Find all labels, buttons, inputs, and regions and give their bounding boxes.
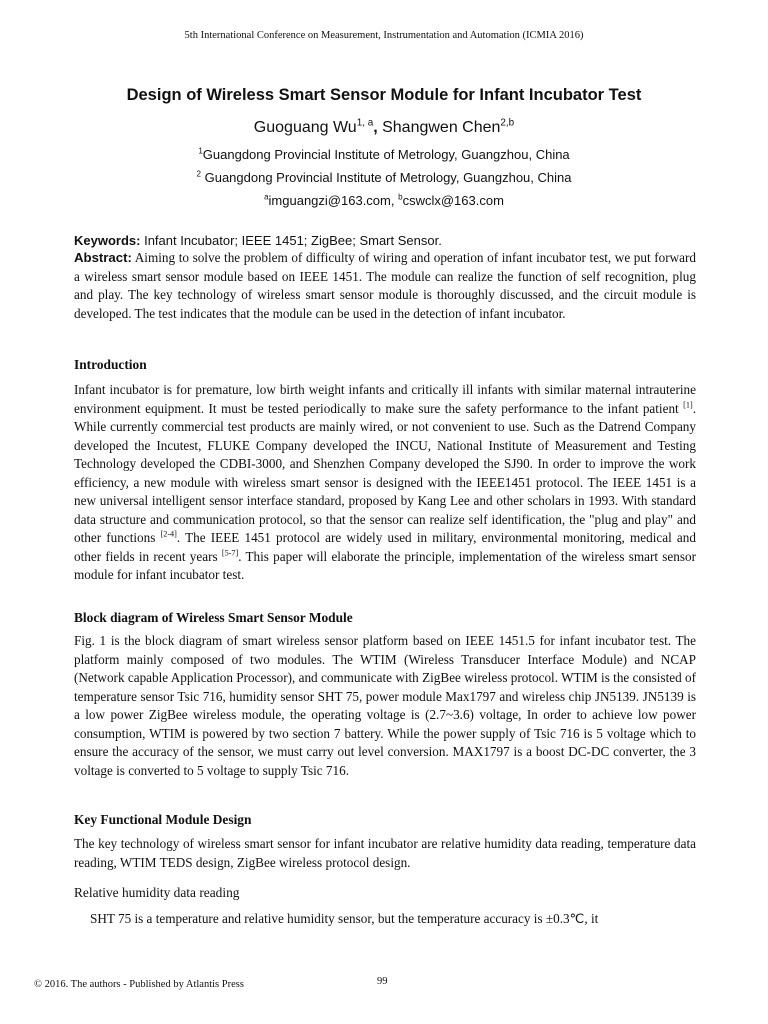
conference-header: 5th International Conference on Measurement, Instrumentation and Automation (ICMIA 2016) [184, 30, 584, 41]
footer-copyright: © 2016. The authors - Published by Atlantis Press [34, 979, 244, 990]
intro-text: . While currently commercial test products are mainly wired, or not convenient to use. Such as the Datrend Company developed the Incutest, FLUKE Company developed the INCU, National Institute of Measurement and Testing Technology developed the CDBI-3000, and Shenzhen Company developed the SJ90. In order to improve the work efficiency, a new module with wireless smart sensor is designed with the IEEE1451 protocol. The IEEE 1451 is a new universal intelligent sensor interface standard, proposed by Kang Lee and other scholars in 1993. With standard data structure and communication protocol, so that the sensor can realize self identification, the "plug and play" and other functions [74, 400, 696, 545]
email-text: cswclx@163.com [402, 193, 504, 208]
abstract [74, 249, 696, 323]
section-heading-block-diagram: Block diagram of Wireless Smart Sensor Module [74, 610, 353, 625]
email-mark: a [264, 192, 269, 202]
block-diagram-paragraph: Fig. 1 is the block diagram of smart wireless sensor platform based on IEEE 1451.5 for infant incubator test. The platform mainly composed of two modules. The WTIM (Wireless Transducer Interface Module) and NCAP (Network capable Application Processor), and communicate with ZigBee wireless protocol. WTIM is the consisted of temperature sensor Tsic 716, humidity sensor SHT 75, power module Max1797 and wireless chip JN5139. JN5139 is a low power ZigBee wireless module, the operating voltage is (2.7~3.6) voltage, In order to achieve low power consumption, WTIM is powered by two section 7 battery. While the power supply of Tsic 716 is 5 voltage which to ensure the accuracy of the sensor, we must carry out level conversion. MAX1797 is a boost DC-DC converter, the 3 voltage is converted to 5 voltage to supply Tsic 716. [74, 633, 696, 778]
author-affiliation-mark: 1, a [356, 117, 374, 129]
abstract-label: Abstract: [74, 250, 132, 265]
introduction-paragraph [74, 381, 696, 585]
author-affiliation-mark: 2,b [500, 117, 515, 129]
affiliation-text: Guangdong Provincial Institute of Metrology, Guangzhou, China [202, 147, 570, 162]
section-heading-introduction: Introduction [74, 357, 147, 372]
section-heading-key-module: Key Functional Module Design [74, 812, 252, 827]
citation: [1] [683, 400, 693, 410]
author-name: Guoguang Wu [253, 119, 357, 136]
affiliation-mark: 2 [196, 169, 201, 179]
citation: [5-7] [221, 548, 239, 558]
keywords-text: Infant Incubator; IEEE 1451; ZigBee; Smart Sensor. [140, 233, 442, 248]
email-mark: b [398, 192, 403, 202]
author-name: Shangwen Chen [382, 119, 501, 136]
key-module-paragraph: The key technology of wireless smart sensor for infant incubator are relative humidity data reading, temperature data reading, WTIM TEDS design, ZigBee wireless protocol design. [74, 836, 696, 870]
intro-text: Infant incubator is for premature, low birth weight infants and critically ill infants with similar maternal intrauterine environment equipment. It must be tested periodically to make sure the safety performance to the infant patient [74, 382, 696, 416]
author-separator: , [373, 119, 383, 136]
humidity-paragraph: SHT 75 is a temperature and relative humidity sensor, but the temperature accuracy is ±0.3℃, it [90, 911, 599, 926]
citation: [2-4] [160, 529, 177, 539]
abstract-text: Aiming to solve the problem of difficulty of wiring and operation of infant incubator test, we put forward a wireless smart sensor module based on IEEE 1451. The module can realize the function of self recognition, plug and play. The key technology of wireless smart sensor module is thoroughly discussed, and the circuit module is developed. The test indicates that the module can be used in the detection of infant incubator. [74, 250, 696, 321]
intro-text: . The IEEE 1451 protocol are widely used in military, environmental monitoring, medical and other fields in recent years [74, 530, 696, 564]
email-line [0, 193, 768, 208]
page-number: 99 [377, 976, 388, 987]
affiliation-text: Guangdong Provincial Institute of Metrology, Guangzhou, China [201, 170, 572, 185]
author-line [0, 119, 768, 137]
intro-text: . This paper will elaborate the principle, implementation of the wireless smart sensor module for infant incubator test. [74, 548, 696, 582]
subsection-heading-humidity: Relative humidity data reading [74, 885, 240, 900]
affiliation-mark: 1 [198, 146, 203, 156]
affiliation-1 [0, 147, 768, 162]
keywords [74, 232, 696, 251]
affiliation-2 [0, 170, 768, 185]
email-text: imguangzi@163.com, [268, 193, 399, 208]
keywords-label: Keywords: [74, 233, 141, 248]
paper-title: Design of Wireless Smart Sensor Module for Infant Incubator Test [126, 86, 642, 104]
